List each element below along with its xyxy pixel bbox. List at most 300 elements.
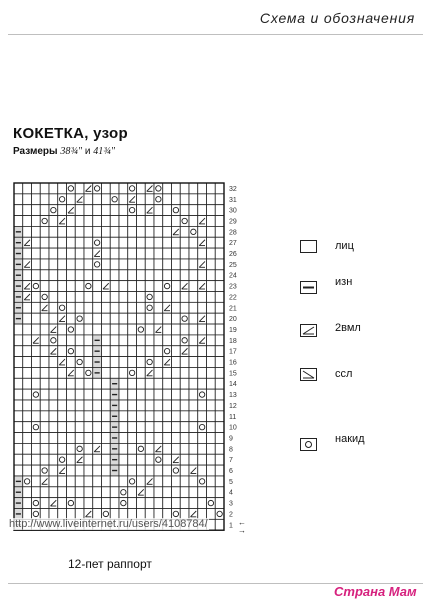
chart-cell xyxy=(189,194,198,205)
row-number: 28 xyxy=(229,229,237,237)
chart-cell xyxy=(145,324,154,335)
chart-cell xyxy=(180,248,189,259)
chart-cell xyxy=(23,313,32,324)
chart-cell xyxy=(93,476,102,487)
chart-cell xyxy=(32,487,41,498)
chart-cell xyxy=(75,270,84,281)
k2tog-symbol-icon xyxy=(300,324,318,338)
chart-cell xyxy=(128,378,137,389)
chart-cell xyxy=(32,367,41,378)
chart-cell xyxy=(67,422,76,433)
chart-cell xyxy=(93,411,102,422)
chart-cell xyxy=(189,216,198,227)
chart-cell xyxy=(119,259,128,270)
row-number: 4 xyxy=(229,489,233,497)
chart-cell xyxy=(198,270,207,281)
chart-cell xyxy=(172,313,181,324)
chart-cell xyxy=(14,422,23,433)
row-number: 20 xyxy=(229,316,237,324)
chart-cell xyxy=(172,422,181,433)
chart-cell xyxy=(180,411,189,422)
chart-cell xyxy=(23,270,32,281)
chart-cell xyxy=(189,433,198,444)
chart-cell xyxy=(137,433,146,444)
chart-cell xyxy=(14,454,23,465)
chart-cell xyxy=(93,194,102,205)
chart-cell xyxy=(154,335,163,346)
chart-cell xyxy=(207,194,216,205)
chart-cell xyxy=(75,248,84,259)
chart-cell xyxy=(23,465,32,476)
chart-cell xyxy=(189,346,198,357)
chart-cell xyxy=(23,389,32,400)
chart-cell xyxy=(119,183,128,194)
chart-cell xyxy=(102,487,111,498)
chart-cell xyxy=(93,324,102,335)
legend-label-knit: лиц xyxy=(335,240,354,252)
chart-cell xyxy=(49,378,58,389)
chart-cell xyxy=(215,324,224,335)
chart-cell xyxy=(67,281,76,292)
chart-cell xyxy=(40,194,49,205)
chart-cell xyxy=(198,248,207,259)
chart-cell xyxy=(102,498,111,509)
chart-cell xyxy=(128,281,137,292)
chart-cell xyxy=(163,411,172,422)
chart-cell xyxy=(207,400,216,411)
chart-cell xyxy=(58,335,67,346)
chart-cell xyxy=(75,498,84,509)
chart-cell xyxy=(84,400,93,411)
chart-cell xyxy=(145,335,154,346)
chart-cell xyxy=(110,476,119,487)
chart-cell xyxy=(180,259,189,270)
chart-cell xyxy=(145,454,154,465)
chart-cell xyxy=(49,367,58,378)
chart-cell xyxy=(102,422,111,433)
chart-cell xyxy=(189,292,198,303)
chart-cell xyxy=(40,454,49,465)
chart-cell xyxy=(23,433,32,444)
chart-cell xyxy=(84,335,93,346)
chart-cell xyxy=(67,487,76,498)
chart-cell xyxy=(32,346,41,357)
chart-cell xyxy=(163,183,172,194)
chart-cell xyxy=(93,433,102,444)
chart-cell xyxy=(137,422,146,433)
row-number: 9 xyxy=(229,435,233,443)
chart-cell xyxy=(154,302,163,313)
chart-cell xyxy=(207,216,216,227)
chart-cell xyxy=(110,346,119,357)
legend-label-ssk: ссл xyxy=(335,368,353,380)
row-number: 12 xyxy=(229,402,237,410)
row-direction-arrows xyxy=(238,519,246,535)
chart-cell xyxy=(145,281,154,292)
row-number: 3 xyxy=(229,500,233,508)
chart-cell xyxy=(110,313,119,324)
chart-cell xyxy=(67,313,76,324)
chart-cell xyxy=(154,216,163,227)
chart-cell xyxy=(180,378,189,389)
chart-cell xyxy=(198,443,207,454)
chart-cell xyxy=(110,367,119,378)
chart-cell xyxy=(145,270,154,281)
chart-cell xyxy=(102,183,111,194)
chart-cell xyxy=(110,183,119,194)
chart-cell xyxy=(154,433,163,444)
chart-cell xyxy=(102,248,111,259)
chart-cell xyxy=(145,465,154,476)
chart-cell xyxy=(215,476,224,487)
chart-cell xyxy=(128,422,137,433)
chart-cell xyxy=(102,313,111,324)
chart-cell xyxy=(207,292,216,303)
chart-cell xyxy=(119,324,128,335)
chart-cell xyxy=(40,367,49,378)
chart-cell xyxy=(58,324,67,335)
chart-cell xyxy=(32,465,41,476)
chart-cell xyxy=(119,216,128,227)
chart-cell xyxy=(128,400,137,411)
chart-cell xyxy=(163,205,172,216)
chart-cell xyxy=(180,422,189,433)
chart-cell xyxy=(93,454,102,465)
header-title: Схема и обозначения xyxy=(259,10,415,26)
chart-cell xyxy=(189,237,198,248)
chart-cell xyxy=(128,454,137,465)
chart-cell xyxy=(128,433,137,444)
chart-cell xyxy=(49,259,58,270)
chart-cell xyxy=(102,443,111,454)
chart-cell xyxy=(198,302,207,313)
chart-cell xyxy=(40,237,49,248)
arrow-right-icon: → xyxy=(238,526,246,535)
chart-cell xyxy=(84,216,93,227)
chart-cell xyxy=(49,281,58,292)
chart-cell xyxy=(172,378,181,389)
chart-cell xyxy=(40,205,49,216)
chart-cell xyxy=(207,422,216,433)
chart-cell xyxy=(75,292,84,303)
chart-cell xyxy=(137,346,146,357)
chart-cell xyxy=(119,194,128,205)
chart-cell xyxy=(119,411,128,422)
chart-cell xyxy=(40,183,49,194)
chart-cell xyxy=(119,226,128,237)
watermark: http://www.liveinternet.ru/users/4108784/ xyxy=(9,518,208,530)
chart-cell xyxy=(128,389,137,400)
chart-cell xyxy=(207,465,216,476)
chart-cell xyxy=(75,346,84,357)
chart-cell xyxy=(137,498,146,509)
chart-cell xyxy=(32,357,41,368)
chart-cell xyxy=(172,389,181,400)
chart-cell xyxy=(32,411,41,422)
chart-cell xyxy=(180,443,189,454)
chart-cell xyxy=(215,194,224,205)
chart-cell xyxy=(163,422,172,433)
chart-cell xyxy=(198,465,207,476)
chart-cell xyxy=(49,487,58,498)
chart-cell xyxy=(67,292,76,303)
chart-cell xyxy=(67,226,76,237)
chart-cell xyxy=(84,270,93,281)
chart-cell xyxy=(163,465,172,476)
row-number: 32 xyxy=(229,185,237,193)
chart-cell xyxy=(163,292,172,303)
chart-cell xyxy=(172,367,181,378)
chart-cell xyxy=(180,433,189,444)
chart-cell xyxy=(207,259,216,270)
chart-cell xyxy=(102,237,111,248)
chart-cell xyxy=(119,357,128,368)
sizes-label: Размеры xyxy=(13,146,58,157)
row-number: 24 xyxy=(229,272,237,280)
chart-cell xyxy=(215,270,224,281)
chart-cell xyxy=(102,411,111,422)
chart-cell xyxy=(180,292,189,303)
chart-cell xyxy=(128,324,137,335)
chart-cell xyxy=(128,335,137,346)
chart-cell xyxy=(14,216,23,227)
chart-cell xyxy=(40,357,49,368)
size-separator: и xyxy=(84,146,91,157)
chart-cell xyxy=(137,367,146,378)
chart-cell xyxy=(145,389,154,400)
chart-cell xyxy=(207,281,216,292)
chart-cell xyxy=(58,259,67,270)
chart-cell xyxy=(75,335,84,346)
chart-cell xyxy=(23,422,32,433)
chart-cell xyxy=(172,357,181,368)
chart-cell xyxy=(145,400,154,411)
chart-cell xyxy=(154,346,163,357)
chart-cell xyxy=(67,335,76,346)
chart-cell xyxy=(172,346,181,357)
chart-cell xyxy=(93,378,102,389)
chart-cell xyxy=(32,378,41,389)
chart-cell xyxy=(119,237,128,248)
chart-cell xyxy=(67,194,76,205)
chart-cell xyxy=(32,259,41,270)
chart-cell xyxy=(49,248,58,259)
chart-cell xyxy=(154,378,163,389)
chart-cell xyxy=(110,270,119,281)
chart-cell xyxy=(137,237,146,248)
chart-cell xyxy=(172,237,181,248)
chart-cell xyxy=(163,237,172,248)
chart-cell xyxy=(119,465,128,476)
chart-cell xyxy=(189,443,198,454)
row-number: 6 xyxy=(229,468,233,476)
chart-cell xyxy=(189,411,198,422)
chart-cell xyxy=(40,487,49,498)
chart-cell xyxy=(163,378,172,389)
chart-cell xyxy=(215,226,224,237)
chart-cell xyxy=(145,194,154,205)
chart-cell xyxy=(58,237,67,248)
chart-cell xyxy=(110,237,119,248)
chart-cell xyxy=(215,465,224,476)
chart-cell xyxy=(58,346,67,357)
chart-cell xyxy=(110,324,119,335)
chart-cell xyxy=(40,378,49,389)
chart-cell xyxy=(137,476,146,487)
chart-cell xyxy=(154,281,163,292)
chart-cell xyxy=(128,411,137,422)
chart-cell xyxy=(110,357,119,368)
chart-cell xyxy=(75,226,84,237)
chart-cell xyxy=(84,498,93,509)
chart-cell xyxy=(189,422,198,433)
chart-cell xyxy=(172,183,181,194)
chart-cell xyxy=(145,313,154,324)
chart-cell xyxy=(93,400,102,411)
chart-cell xyxy=(215,422,224,433)
chart-cell xyxy=(215,302,224,313)
chart-cell xyxy=(215,259,224,270)
chart-cell xyxy=(189,476,198,487)
chart-cell xyxy=(215,313,224,324)
row-number: 5 xyxy=(229,478,233,486)
chart-cell xyxy=(119,205,128,216)
chart-cell xyxy=(119,335,128,346)
chart-cell xyxy=(14,367,23,378)
chart-cell xyxy=(119,443,128,454)
chart-cell xyxy=(207,302,216,313)
chart-cell xyxy=(137,400,146,411)
chart-cell xyxy=(84,346,93,357)
chart-cell xyxy=(49,292,58,303)
chart-cell xyxy=(49,433,58,444)
chart-cell xyxy=(67,389,76,400)
chart-cell xyxy=(49,422,58,433)
chart-cell xyxy=(23,400,32,411)
chart-cell xyxy=(49,302,58,313)
chart-cell xyxy=(207,346,216,357)
chart-cell xyxy=(198,367,207,378)
chart-cell xyxy=(49,411,58,422)
row-number: 7 xyxy=(229,457,233,465)
chart-cell xyxy=(84,454,93,465)
chart-cell xyxy=(215,411,224,422)
chart-cell xyxy=(172,281,181,292)
chart-cell xyxy=(75,476,84,487)
chart-cell xyxy=(58,443,67,454)
chart-cell xyxy=(32,443,41,454)
row-number: 17 xyxy=(229,348,237,356)
chart-cell xyxy=(137,292,146,303)
chart-cell xyxy=(198,357,207,368)
chart-cell xyxy=(75,216,84,227)
chart-cell xyxy=(198,346,207,357)
chart-cell xyxy=(215,400,224,411)
chart-cell xyxy=(58,378,67,389)
chart-cell xyxy=(154,422,163,433)
chart-cell xyxy=(137,216,146,227)
chart-cell xyxy=(93,389,102,400)
chart-cell xyxy=(198,183,207,194)
chart-cell xyxy=(84,476,93,487)
chart-cell xyxy=(145,433,154,444)
row-number: 19 xyxy=(229,326,237,334)
row-number: 15 xyxy=(229,370,237,378)
row-number: 11 xyxy=(229,413,237,421)
chart-cell xyxy=(154,367,163,378)
chart-cell xyxy=(14,411,23,422)
chart-cell xyxy=(137,389,146,400)
chart-cell xyxy=(84,324,93,335)
chart-cell xyxy=(163,389,172,400)
chart-cell xyxy=(172,411,181,422)
chart-cell xyxy=(23,335,32,346)
chart-cell xyxy=(207,411,216,422)
chart-cell xyxy=(32,454,41,465)
chart-cell xyxy=(215,248,224,259)
chart-cell xyxy=(180,465,189,476)
chart-cell xyxy=(93,281,102,292)
chart-cell xyxy=(84,226,93,237)
chart-cell xyxy=(215,357,224,368)
chart-cell xyxy=(32,226,41,237)
chart-cell xyxy=(215,519,224,530)
yo-symbol-icon xyxy=(300,438,318,452)
chart-cell xyxy=(110,248,119,259)
chart-cell xyxy=(215,454,224,465)
chart-cell xyxy=(163,313,172,324)
chart-cell xyxy=(145,443,154,454)
chart-cell xyxy=(189,498,198,509)
chart-cell xyxy=(189,487,198,498)
chart-cell xyxy=(49,465,58,476)
chart-cell xyxy=(180,367,189,378)
chart-cell xyxy=(84,194,93,205)
chart-cell xyxy=(119,389,128,400)
chart-cell xyxy=(93,270,102,281)
chart-cell xyxy=(215,498,224,509)
row-number: 30 xyxy=(229,207,237,215)
chart-cell xyxy=(40,259,49,270)
chart-cell xyxy=(189,357,198,368)
chart-cell xyxy=(207,248,216,259)
chart-cell xyxy=(215,183,224,194)
chart-cell xyxy=(172,476,181,487)
chart-cell xyxy=(198,292,207,303)
chart-cell xyxy=(154,487,163,498)
chart-cell xyxy=(128,487,137,498)
row-number: 13 xyxy=(229,392,237,400)
ssk-symbol-icon xyxy=(300,368,318,382)
chart-cell xyxy=(40,335,49,346)
chart-cell xyxy=(180,270,189,281)
knit-symbol-icon xyxy=(300,240,318,254)
chart-cell xyxy=(58,422,67,433)
chart-cell xyxy=(172,324,181,335)
chart-cell xyxy=(102,357,111,368)
chart-cell xyxy=(154,259,163,270)
chart-cell xyxy=(189,454,198,465)
chart-cell xyxy=(67,465,76,476)
chart-cell xyxy=(119,378,128,389)
chart-cell xyxy=(189,281,198,292)
chart-cell xyxy=(102,465,111,476)
chart-cell xyxy=(128,498,137,509)
chart-cell xyxy=(137,454,146,465)
chart-cell xyxy=(67,400,76,411)
chart-cell xyxy=(102,476,111,487)
chart-cell xyxy=(137,302,146,313)
